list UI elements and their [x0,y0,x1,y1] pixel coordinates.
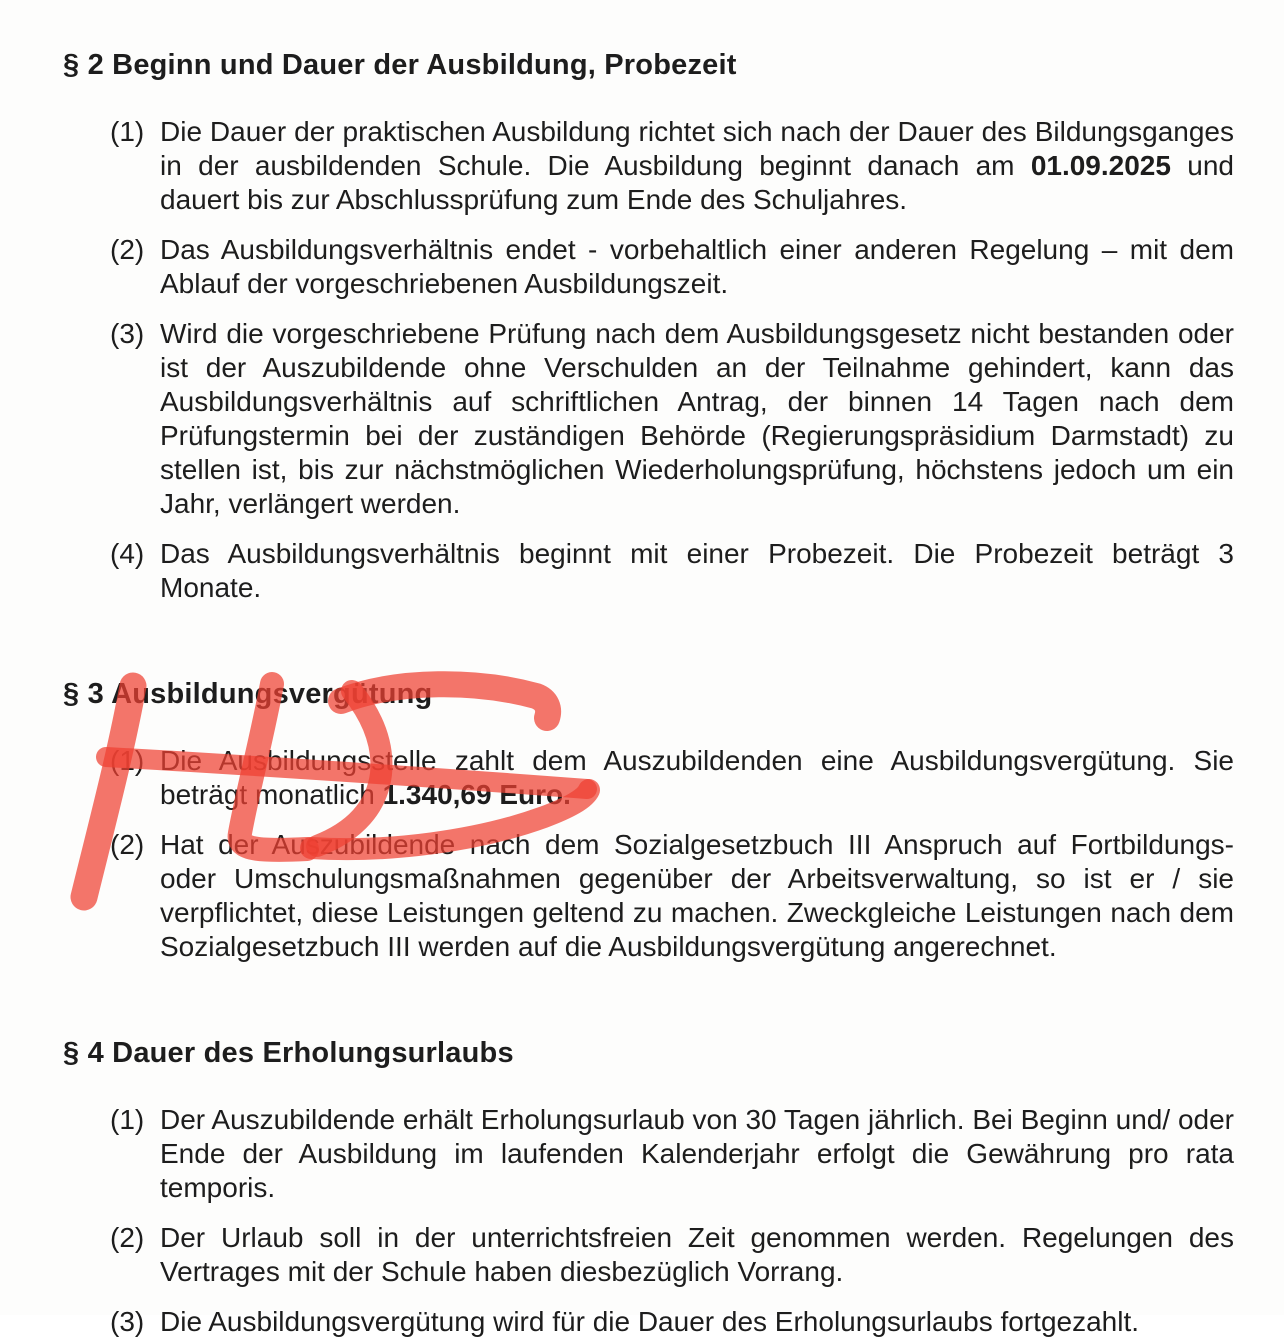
text-run: Das Ausbildungsverhältnis endet - vorbehaltlich einer anderen Regelung – mit dem Ablauf der vorgeschriebenen Ausbildungszeit. [160,234,1234,299]
text-run: Die Ausbildungsstelle zahlt dem Auszubildenden eine Ausbildungsvergütung. Sie beträgt monatlich [160,745,1234,810]
text-run: und dauert bis zur Abschlussprüfung zum Ende des Schuljahres. [160,150,1234,215]
clause-text [160,1103,1234,1205]
section-3-heading: § 3 Ausbildungsvergütung [63,678,433,710]
clause-3-2 [63,828,1234,964]
text-run-bold: 01.09.2025 [1030,150,1171,181]
clause-2-4 [63,537,1234,605]
clause-text [160,317,1234,521]
clause-number: (3) [110,1306,145,1337]
clause-text [160,1305,1234,1339]
text-run: Der Urlaub soll in der unterrichtsfreien Zeit genommen werden. Regelungen des Vertrages mit der Schule haben diesbezüglich Vorrang. [160,1222,1234,1287]
text-run: Der Auszubildende erhält Erholungsurlaub von 30 Tagen jährlich. Bei Beginn und/ oder Ende der Ausbildung im laufenden Kalenderjahr erfolgt die Gewährung pro rata temporis. [160,1104,1234,1203]
clause-text [160,828,1234,964]
clause-text [160,233,1234,301]
clause-4-2 [63,1221,1234,1289]
section-3 [63,677,1234,964]
clause-number: (4) [110,538,145,569]
text-run: Die Ausbildungsvergütung wird für die Dauer des Erholungsurlaubs fortgezahlt. [160,1306,1140,1337]
clause-2-2 [63,233,1234,301]
text-run-bold: 1.340,69 Euro. [382,779,571,810]
text-run: Die Dauer der praktischen Ausbildung richtet sich nach der Dauer des Bildungsganges in der ausbildenden Schule. Die Ausbildung beginnt danach am [160,116,1234,181]
clause-text [160,1221,1234,1289]
clause-number: (2) [110,234,145,265]
section-2-heading: § 2 Beginn und Dauer der Ausbildung, Probezeit [63,49,737,81]
clause-number: (1) [110,116,145,147]
text-run: Wird die vorgeschriebene Prüfung nach dem Ausbildungsgesetz nicht bestanden oder ist der Auszubildende ohne Verschulden an der Teilnahme gehindert, kann das Ausbildungsverhältnis auf schriftlichen Antrag, der binnen 14 Tagen nach dem Prüfungstermin bei der zuständigen Behörde (Regierungspräsidium Darmstadt) zu stellen ist, bis zur nächstmöglichen Wiederholungsprüfung, höchstens jedoch um ein Jahr, verlängert werden. [160,318,1234,519]
clause-3-1 [63,744,1234,812]
clause-number: (1) [110,1104,145,1135]
text-run: Hat der Auszubildende nach dem Sozialgesetzbuch III Anspruch auf Fortbildungs- oder Umschulungsmaßnahmen gegenüber der Arbeitsverwaltung, so ist er / sie verpflichtet, diese Leistungen geltend zu machen. Zweckgleiche Leistungen nach dem Sozialgesetzbuch III werden auf die Ausbildungsvergütung angerechnet. [160,829,1234,962]
section-4-heading: § 4 Dauer des Erholungsurlaubs [63,1037,514,1069]
clause-number: (3) [110,318,145,349]
clause-4-1 [63,1103,1234,1205]
text-run: Das Ausbildungsverhältnis beginnt mit einer Probezeit. Die Probezeit beträgt 3 Monate. [160,538,1234,603]
clause-number: (2) [110,829,145,860]
section-4 [63,1036,1234,1339]
clause-number: (2) [110,1222,145,1253]
clause-text [160,537,1234,605]
clause-text [160,115,1234,217]
clause-number: (1) [110,745,145,776]
clause-text [160,744,1234,812]
clause-4-3 [63,1305,1234,1339]
clause-2-3 [63,317,1234,521]
clause-2-1 [63,115,1234,217]
section-2 [63,48,1234,605]
